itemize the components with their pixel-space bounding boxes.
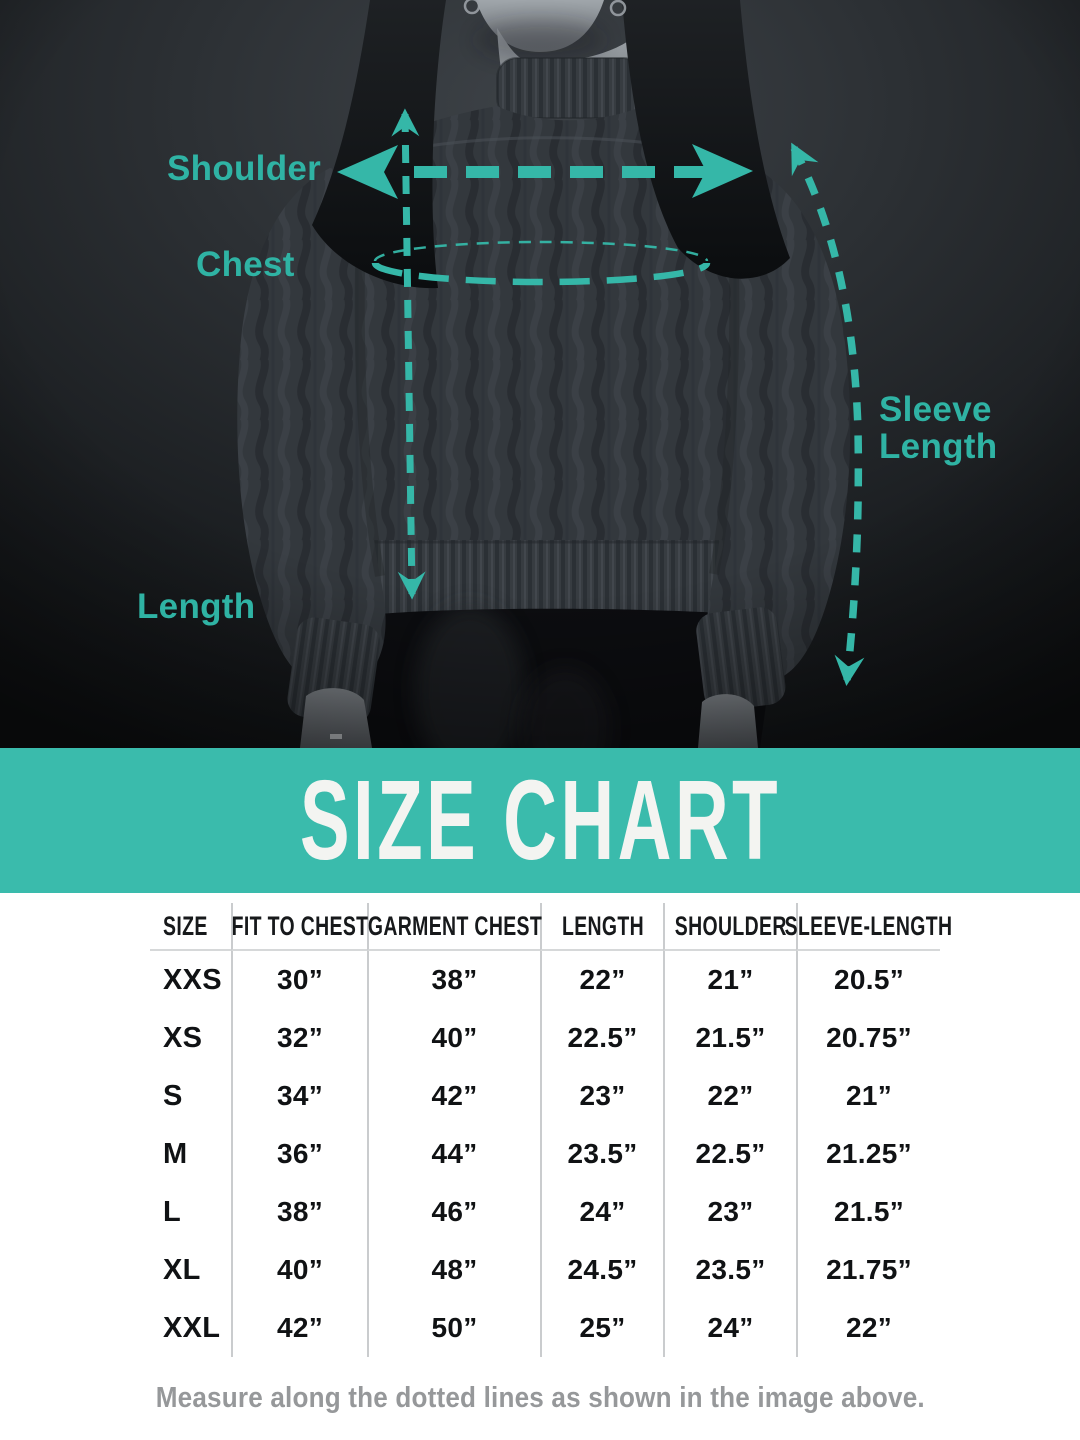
table-header-cell [231, 903, 367, 951]
table-header-cell [540, 903, 663, 951]
table-header-label: FIT TO CHEST [231, 910, 369, 941]
sleeve-length-label-line2: Length [879, 427, 998, 466]
size-row-label-cell [150, 951, 231, 1009]
table-cell [663, 1067, 796, 1125]
table-cell [796, 1009, 940, 1067]
table-cell [663, 1125, 796, 1183]
table-cell-value: 32” [276, 1022, 324, 1053]
table-cell-value: 22” [579, 964, 626, 995]
table-cell-value: 42” [276, 1312, 324, 1343]
table-cell [540, 1241, 663, 1299]
size-row-label: M [163, 1137, 188, 1170]
size-table-section [0, 893, 1080, 1440]
table-cell-value: 38” [276, 1196, 324, 1227]
table-cell-value: 21.5” [695, 1022, 766, 1053]
size-row-label: XL [163, 1253, 201, 1286]
shoulder-label: Shoulder [167, 149, 322, 188]
table-cell [663, 951, 796, 1009]
table-cell-value: 23.5” [567, 1138, 638, 1169]
table-cell [796, 1125, 940, 1183]
size-table [150, 903, 953, 1357]
table-header-label: SLEEVE-LENGTH [785, 910, 953, 941]
table-cell [367, 1009, 540, 1067]
table-cell-value: 34” [276, 1080, 324, 1111]
size-chart-title: SIZE CHART [299, 757, 781, 883]
table-cell-value: 20.5” [834, 964, 904, 995]
table-cell-value: 22.5” [695, 1138, 766, 1169]
table-cell [231, 1241, 367, 1299]
table-cell [540, 1125, 663, 1183]
table-cell-value: 36” [276, 1138, 324, 1169]
table-header-label: SIZE [163, 910, 208, 941]
size-row-label: S [163, 1079, 183, 1112]
table-cell [796, 1067, 940, 1125]
table-cell [796, 951, 940, 1009]
table-cell-value: 50” [431, 1312, 478, 1343]
table-cell [367, 1125, 540, 1183]
table-cell [796, 1241, 940, 1299]
table-cell [367, 1067, 540, 1125]
size-chart-banner [0, 748, 1080, 893]
length-label: Length [137, 587, 256, 626]
table-cell-value: 22” [845, 1312, 893, 1343]
table-cell [231, 951, 367, 1009]
table-header-label: LENGTH [561, 910, 644, 941]
table-cell [231, 1067, 367, 1125]
table-cell-value: 22” [707, 1080, 754, 1111]
table-cell-value: 21.25” [826, 1138, 912, 1169]
size-row-label-cell [150, 1299, 231, 1357]
table-cell-value: 25” [579, 1312, 626, 1343]
table-cell-value: 46” [431, 1196, 478, 1227]
table-cell [540, 951, 663, 1009]
table-cell [231, 1183, 367, 1241]
table-cell-value: 22.5” [567, 1022, 638, 1053]
table-cell-value: 21.75” [826, 1254, 912, 1285]
table-cell [540, 1009, 663, 1067]
table-cell [231, 1299, 367, 1357]
chest-label: Chest [196, 245, 295, 284]
table-cell [367, 951, 540, 1009]
table-cell [231, 1125, 367, 1183]
size-row-label-cell [150, 1009, 231, 1067]
table-cell-value: 48” [431, 1254, 478, 1285]
table-header-cell [367, 903, 540, 951]
table-cell-value: 30” [276, 964, 324, 995]
table-cell [663, 1183, 796, 1241]
size-row-label: XXL [163, 1311, 221, 1344]
sleeve-length-label [879, 391, 997, 465]
table-cell-value: 24” [579, 1196, 626, 1227]
table-cell [231, 1009, 367, 1067]
table-cell [796, 1183, 940, 1241]
table-cell-value: 40” [431, 1022, 478, 1053]
size-row-label-cell [150, 1125, 231, 1183]
size-row-label: XXS [163, 963, 222, 996]
table-cell [367, 1183, 540, 1241]
size-row-label-cell [150, 1241, 231, 1299]
sleeve-length-label-line1: Sleeve [879, 390, 992, 429]
table-header-cell [150, 903, 231, 951]
table-cell [367, 1241, 540, 1299]
table-cell-value: 21” [845, 1080, 893, 1111]
table-header-cell [663, 903, 796, 951]
table-cell-value: 44” [431, 1138, 478, 1169]
table-cell [663, 1241, 796, 1299]
table-cell-value: 24” [707, 1312, 754, 1343]
size-row-label: L [163, 1195, 182, 1228]
table-cell-value: 23” [707, 1196, 754, 1227]
size-row-label: XS [163, 1021, 203, 1054]
table-header-label: GARMENT CHEST [367, 910, 542, 941]
table-cell-value: 20.75” [826, 1022, 912, 1053]
size-row-label-cell [150, 1183, 231, 1241]
table-cell [663, 1009, 796, 1067]
table-header-cell [785, 903, 953, 951]
table-cell-value: 21.5” [834, 1196, 904, 1227]
table-cell-value: 23.5” [695, 1254, 766, 1285]
table-cell-value: 21” [707, 964, 754, 995]
table-cell-value: 23” [579, 1080, 626, 1111]
measure-caption-text: Measure along the dotted lines as shown in the image above. [155, 1382, 925, 1414]
table-cell [540, 1183, 663, 1241]
table-cell-value: 38” [431, 964, 478, 995]
table-cell [540, 1067, 663, 1125]
table-cell-value: 42” [431, 1080, 478, 1111]
table-header-label: SHOULDER [674, 910, 787, 941]
table-cell [367, 1299, 540, 1357]
table-cell [796, 1299, 940, 1357]
table-cell-value: 24.5” [567, 1254, 638, 1285]
table-cell-value: 40” [276, 1254, 324, 1285]
table-cell [540, 1299, 663, 1357]
measure-caption [0, 1382, 1080, 1415]
table-cell [663, 1299, 796, 1357]
size-row-label-cell [150, 1067, 231, 1125]
